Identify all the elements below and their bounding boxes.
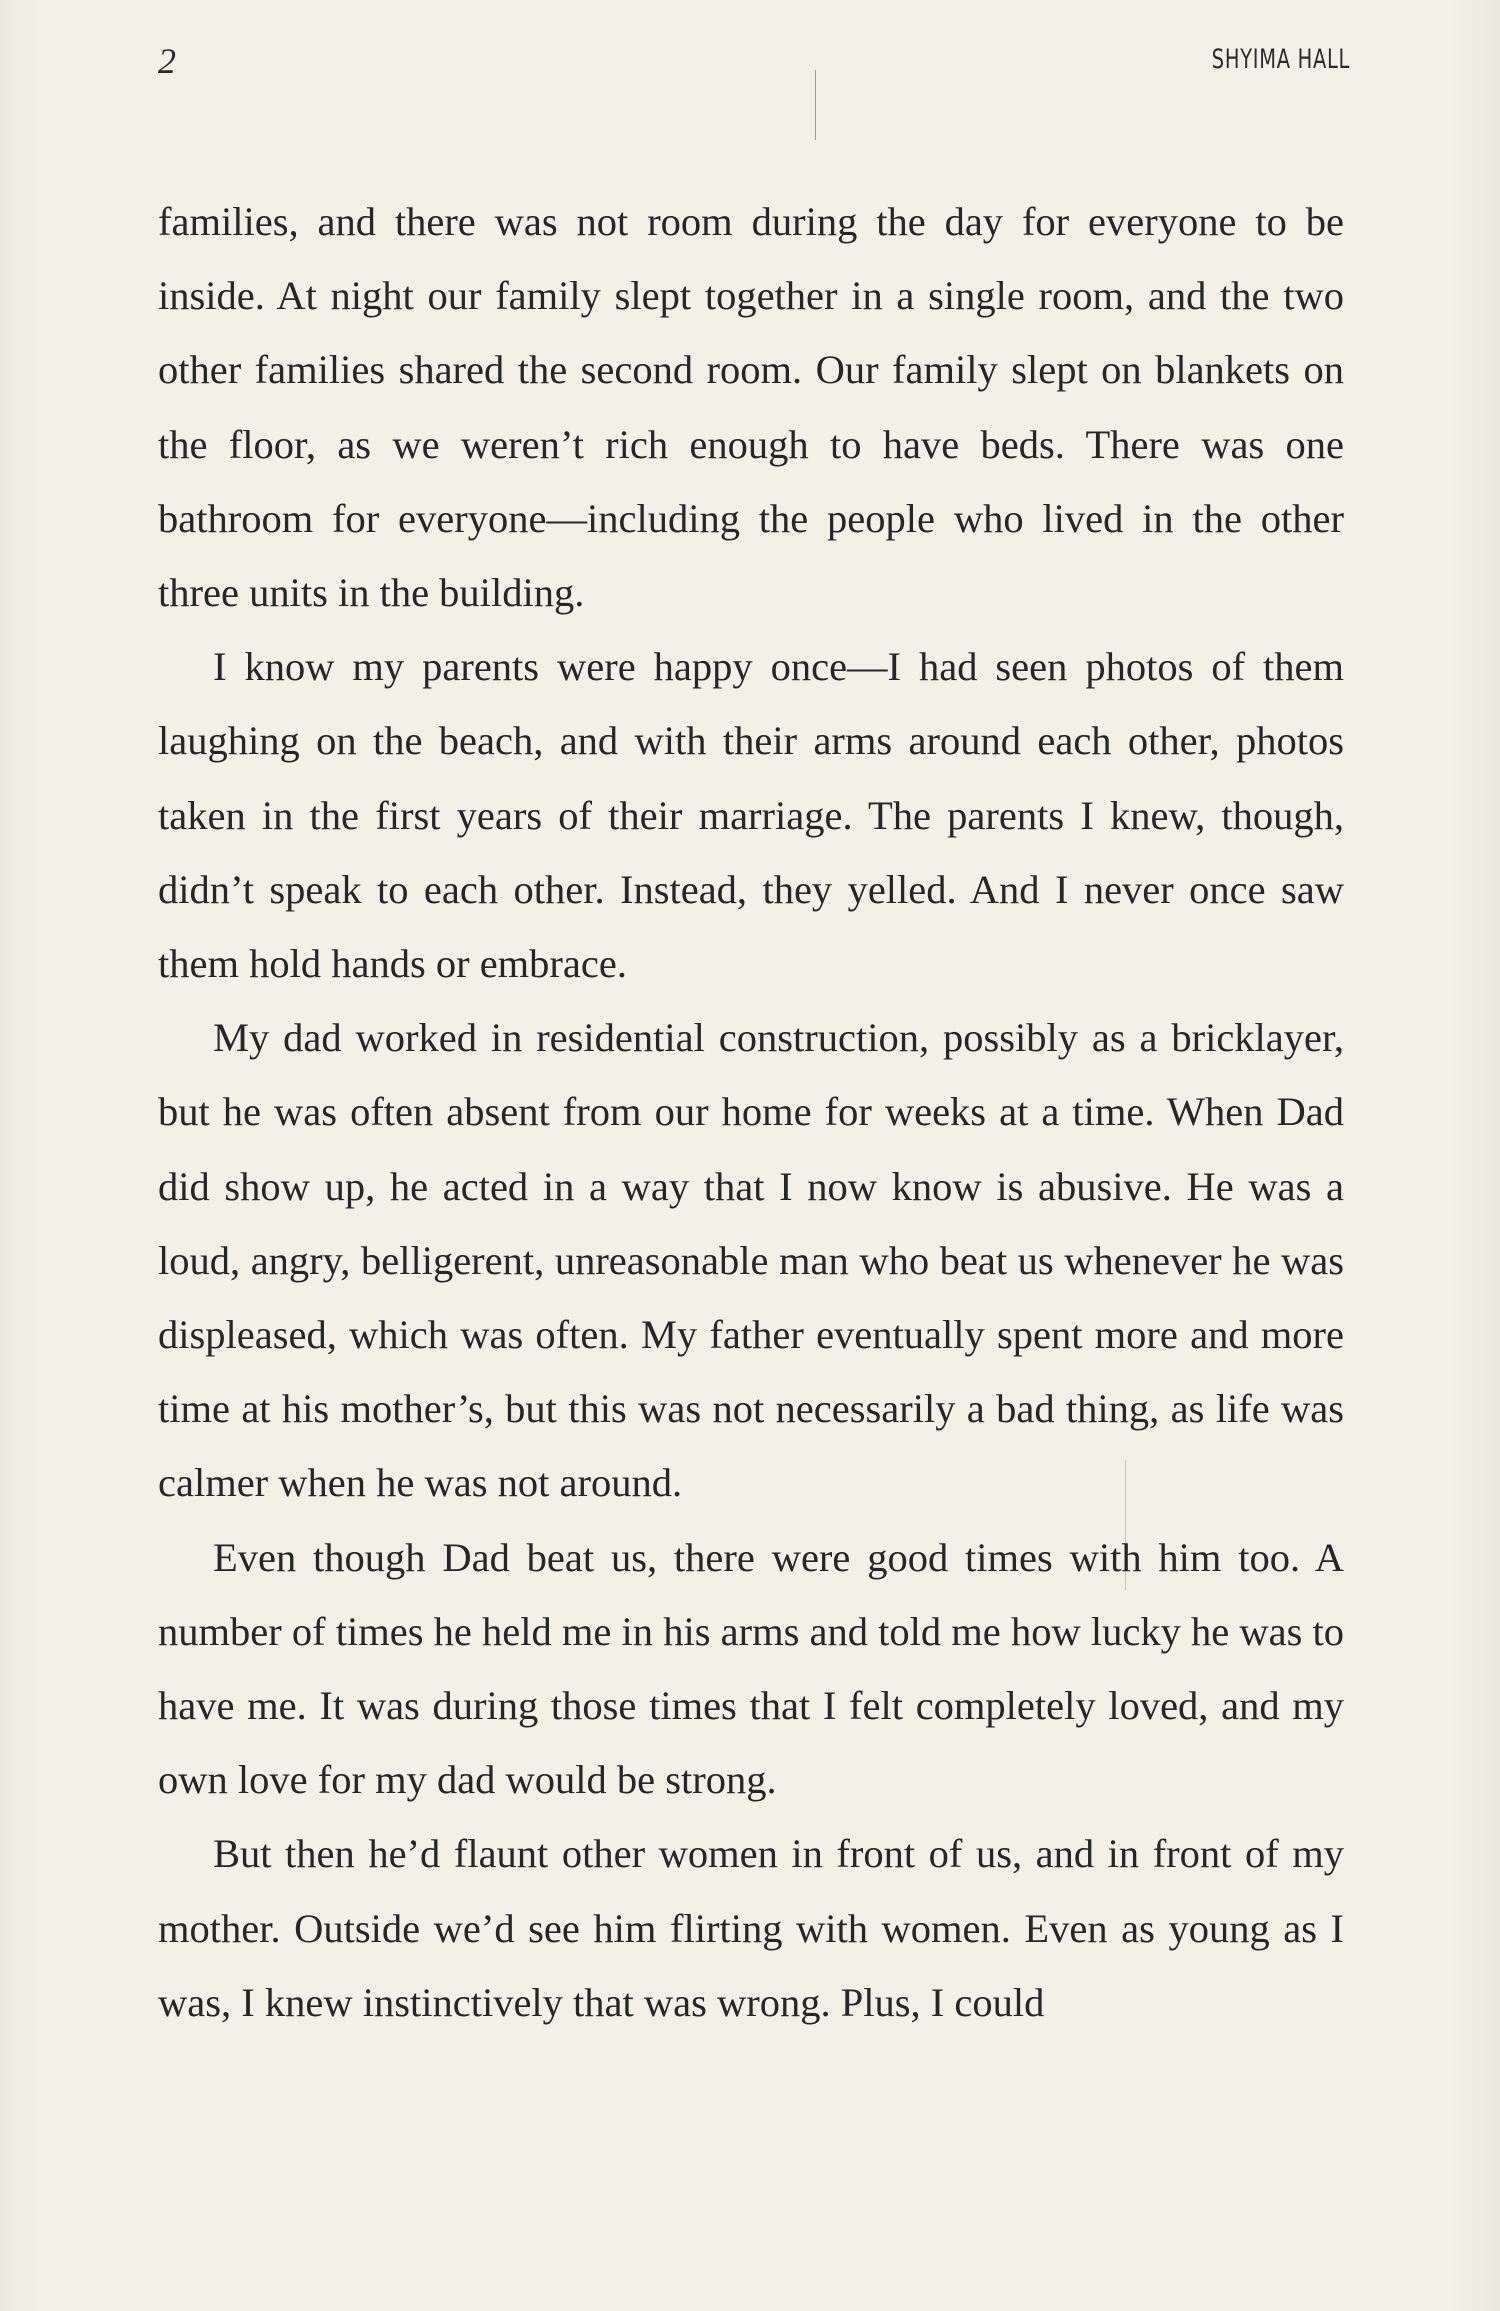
paragraph-5: But then he’d flaunt other women in front of us, and in front of my mother. Outside we’d see him flirting with women. Even as young as I was, I knew instinctively that was wrong. Plus, I could (158, 1831, 1344, 2025)
scan-artifact-line (1125, 1460, 1126, 1590)
page-header (158, 40, 1350, 90)
scan-artifact-line (815, 70, 816, 140)
paragraph-3: My dad worked in residential construction, possibly as a bricklayer, but he was often absent from our home for weeks at a time. When Dad did show up, he acted in a way that I now know is abusive. He was a loud, angry, belligerent, unreasonable man who beat us whenever he was displeased, which was often. My father eventually spent more and more time at his mother’s, but this was not necessarily a bad thing, as life was calmer when he was not around. (158, 1015, 1344, 1506)
paragraph-1: families, and there was not room during the day for everyone to be inside. At night our family slept together in a single room, and the two other families shared the second room. Our family slept on blankets on the floor, as we weren’t rich enough to have beds. There was one bathroom for everyone—including the people who lived in the other three units in the building. (158, 199, 1344, 616)
running-head: SHYIMA HALL (1211, 44, 1350, 75)
body-text (158, 185, 1344, 2040)
page-number: 2 (158, 41, 176, 81)
paragraph-2: I know my parents were happy once—I had seen photos of them laughing on the beach, and with their arms around each other, photos taken in the first years of their marriage. The parents I knew, though, didn’t speak to each other. Instead, they yelled. And I never once saw them hold hands or embrace. (158, 644, 1344, 987)
paragraph-4: Even though Dad beat us, there were good times with him too. A number of times he held me in his arms and told me how lucky he was to have me. It was during those times that I felt completely loved, and my own love for my dad would be strong. (158, 1534, 1344, 1803)
